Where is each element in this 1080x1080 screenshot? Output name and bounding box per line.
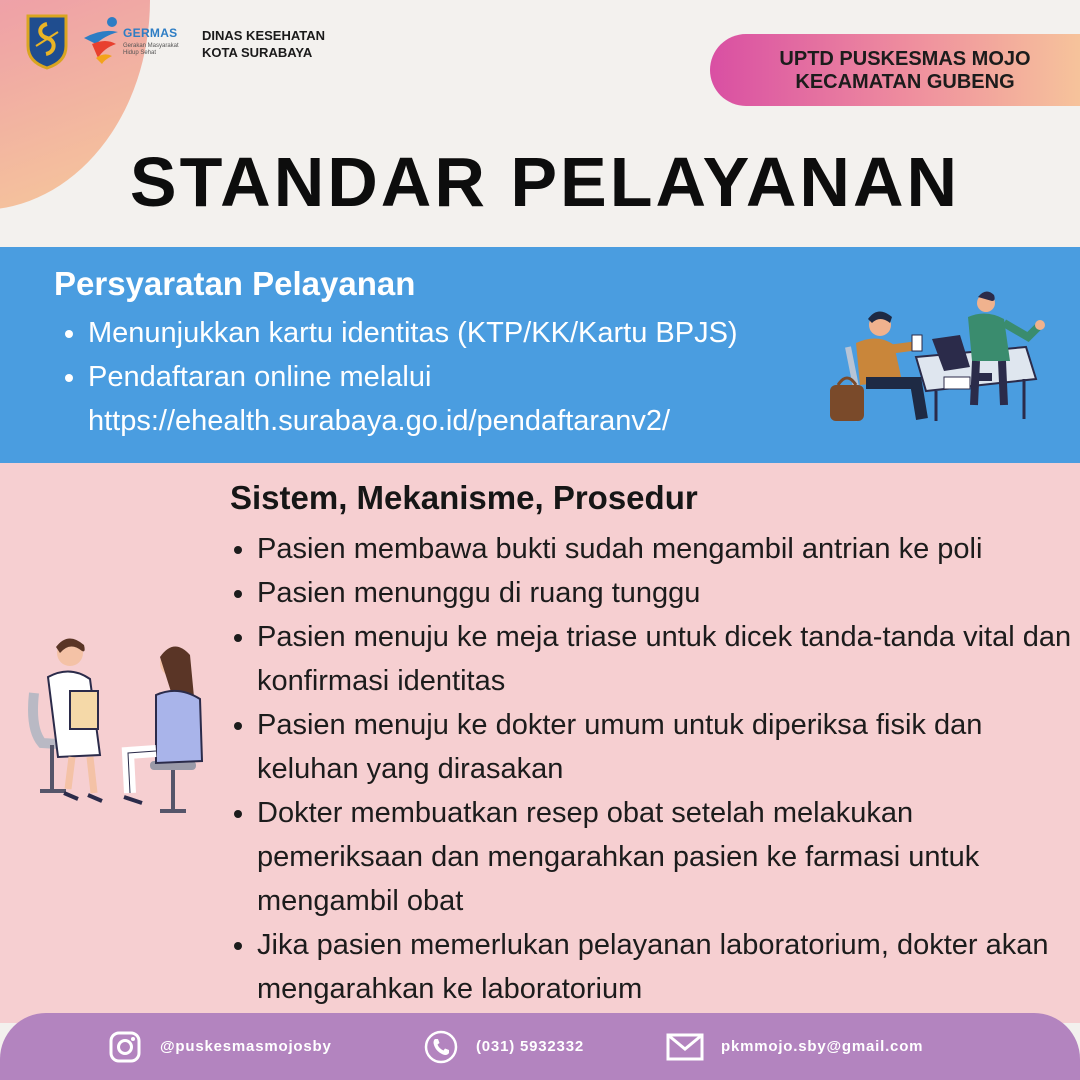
procedure-list	[226, 527, 1080, 1011]
unit-line-1: UPTD PUSKESMAS MOJO	[779, 48, 1031, 70]
germas-logo	[82, 14, 192, 66]
phone-icon[interactable]	[424, 1030, 458, 1064]
list-item: • Menunjukkan kartu identitas (KTP/KK/Kartu BPJS)	[88, 311, 878, 355]
registration-desk-illustration	[826, 287, 1048, 425]
list-item: • Jika pasien memerlukan pelayanan laboratorium, dokter akan mengarahkan ke laboratorium	[257, 923, 1080, 1011]
list-item: • Pendaftaran online melalui https://ehealth.surabaya.go.id/pendaftaranv2/	[88, 355, 878, 443]
doctor-patient-illustration	[28, 633, 208, 815]
unit-banner	[710, 34, 1080, 106]
germas-wordmark: GERMAS	[123, 26, 178, 40]
requirements-section	[0, 247, 1080, 463]
germas-figure-icon	[82, 14, 122, 64]
germas-tagline: Gerakan Masyarakat Hidup Sehat	[123, 43, 179, 56]
agency-line-1: DINAS KESEHATAN	[202, 28, 326, 43]
instagram-icon[interactable]	[108, 1030, 142, 1064]
requirements-heading: Persyaratan Pelayanan	[54, 265, 416, 302]
procedure-section	[0, 463, 1080, 1023]
list-item: • Pasien menuju ke meja triase untuk dicek tanda-tanda vital dan konfirmasi identitas	[257, 615, 1080, 703]
instagram-handle[interactable]: @puskesmasmojosby	[160, 1038, 332, 1055]
header	[0, 0, 1080, 130]
agency-line-2: KOTA SURABAYA	[202, 45, 313, 60]
requirements-list	[56, 311, 878, 443]
email-address[interactable]: pkmmojo.sby@gmail.com	[721, 1038, 924, 1055]
list-item: • Pasien menuju ke dokter umum untuk diperiksa fisik dan keluhan yang dirasakan	[257, 703, 1080, 791]
list-item: • Pasien membawa bukti sudah mengambil antrian ke poli	[257, 527, 1080, 571]
list-item: • Dokter membuatkan resep obat setelah melakukan pemeriksaan dan mengarahkan pasien ke farmasi untuk mengambil obat	[257, 791, 1080, 923]
footer	[0, 1013, 1080, 1080]
list-item: • Pasien menunggu di ruang tunggu	[257, 571, 1080, 615]
mail-icon[interactable]	[666, 1030, 704, 1064]
agency-name	[202, 27, 325, 61]
procedure-heading: Sistem, Mekanisme, Prosedur	[230, 479, 698, 516]
phone-number[interactable]: (031) 5932332	[476, 1038, 584, 1055]
page-title: STANDAR PELAYANAN	[129, 143, 961, 221]
unit-line-2: KECAMATAN GUBENG	[795, 71, 1015, 93]
surabaya-crest-logo	[24, 12, 70, 70]
